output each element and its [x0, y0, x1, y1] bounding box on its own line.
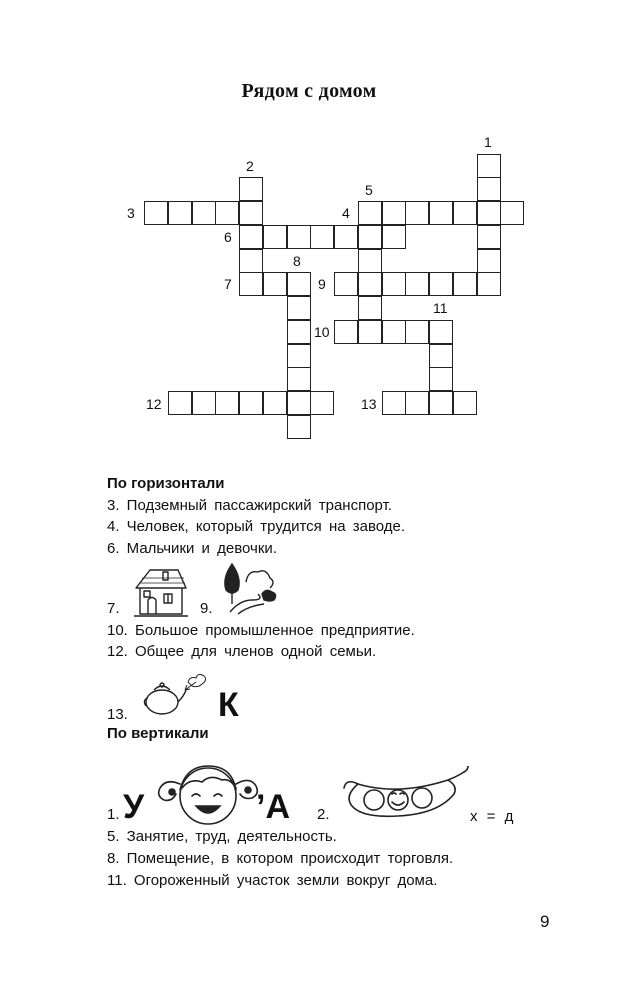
crossword-cell[interactable]	[453, 391, 477, 415]
crossword-cell[interactable]	[453, 201, 477, 225]
vertical-heading: По вертикали	[107, 725, 209, 742]
clue-12: 12. Общее для членов одной семьи.	[107, 643, 377, 660]
crossword-cell[interactable]	[287, 272, 311, 296]
horizontal-heading: По горизонтали	[107, 475, 225, 492]
crossword-number-8: 8	[293, 253, 301, 269]
crossword-number-3: 3	[127, 205, 135, 221]
crossword-cell[interactable]	[263, 225, 287, 249]
crossword-number-2: 2	[246, 158, 254, 174]
page-title: Рядом с домом	[241, 80, 377, 102]
crossword-cell[interactable]	[239, 225, 263, 249]
crossword-cell[interactable]	[287, 367, 311, 391]
crossword-cell[interactable]	[144, 201, 168, 225]
crossword-cell[interactable]	[287, 296, 311, 320]
teapot-icon	[140, 666, 216, 720]
crossword-cell[interactable]	[239, 249, 263, 273]
crossword-cell[interactable]	[405, 320, 429, 344]
crossword-cell[interactable]	[405, 272, 429, 296]
crossword-cell[interactable]	[429, 201, 453, 225]
clue-10: 10. Большое промышленное предприятие.	[107, 622, 415, 639]
crossword-cell[interactable]	[429, 391, 453, 415]
clue-7-label: 7.	[107, 600, 120, 617]
crossword-number-5: 5	[365, 182, 373, 198]
crossword-cell[interactable]	[358, 272, 382, 296]
crossword-cell[interactable]	[358, 201, 382, 225]
clue-2-hint: х = д	[470, 808, 514, 825]
crossword-cell[interactable]	[287, 344, 311, 368]
crossword-cell[interactable]	[310, 391, 334, 415]
clue-6: 6. Мальчики и девочки.	[107, 540, 277, 557]
crossword-cell[interactable]	[287, 391, 311, 415]
crossword-cell[interactable]	[477, 272, 501, 296]
crossword-cell[interactable]	[382, 201, 406, 225]
crossword-cell[interactable]	[287, 225, 311, 249]
clue-3: 3. Подземный пассажирский транспорт.	[107, 497, 392, 514]
crossword-number-10: 10	[314, 324, 330, 340]
crossword-cell[interactable]	[382, 272, 406, 296]
crossword-cell[interactable]	[334, 320, 358, 344]
crossword-cell[interactable]	[287, 320, 311, 344]
crossword-cell[interactable]	[192, 391, 216, 415]
page-number: 9	[540, 912, 550, 931]
clue-1-letter-end: ’А	[256, 788, 290, 826]
crossword-cell[interactable]	[358, 296, 382, 320]
crossword-cell[interactable]	[477, 154, 501, 178]
clue-13-label: 13.	[107, 706, 128, 723]
crossword-cell[interactable]	[239, 391, 263, 415]
crossword-number-1: 1	[484, 134, 492, 150]
crossword-cell[interactable]	[239, 272, 263, 296]
crossword-cell[interactable]	[215, 201, 239, 225]
crossword-cell[interactable]	[429, 272, 453, 296]
crossword-number-12: 12	[146, 396, 162, 412]
clue-1-letter-start: У	[123, 788, 145, 826]
crossword-cell[interactable]	[453, 272, 477, 296]
crossword-cell[interactable]	[215, 391, 239, 415]
crossword-cell[interactable]	[358, 249, 382, 273]
clue-13-letter: К	[218, 686, 239, 724]
crossword-cell[interactable]	[239, 177, 263, 201]
crossword-number-6: 6	[224, 229, 232, 245]
crossword-cell[interactable]	[405, 201, 429, 225]
crossword-cell[interactable]	[239, 201, 263, 225]
crossword-cell[interactable]	[263, 391, 287, 415]
crossword-cell[interactable]	[382, 320, 406, 344]
crossword-cell[interactable]	[429, 320, 453, 344]
crossword-number-11: 11	[433, 300, 448, 316]
clue-11: 11. Огороженный участок земли вокруг дома.	[107, 872, 438, 889]
crossword-cell[interactable]	[477, 225, 501, 249]
crossword-cell[interactable]	[358, 320, 382, 344]
house-icon	[130, 566, 192, 618]
crossword-cell[interactable]	[192, 201, 216, 225]
clue-8: 8. Помещение, в котором происходит торговля.	[107, 850, 454, 867]
girl-face-icon	[152, 748, 264, 832]
crossword-cell[interactable]	[477, 177, 501, 201]
crossword-cell[interactable]	[382, 225, 406, 249]
crossword-number-7: 7	[224, 276, 232, 292]
clue-2-label: 2.	[317, 806, 330, 823]
crossword-grid	[0, 0, 618, 460]
crossword-number-13: 13	[361, 396, 377, 412]
clue-5: 5. Занятие, труд, деятельность.	[107, 828, 337, 845]
crossword-cell[interactable]	[263, 272, 287, 296]
crossword-cell[interactable]	[382, 391, 406, 415]
crossword-cell[interactable]	[500, 201, 524, 225]
crossword-cell[interactable]	[477, 201, 501, 225]
crossword-number-4: 4	[342, 205, 350, 221]
crossword-cell[interactable]	[477, 249, 501, 273]
pea-pod-icon	[338, 766, 472, 822]
park-icon	[218, 560, 280, 616]
crossword-cell[interactable]	[168, 201, 192, 225]
crossword-cell[interactable]	[310, 225, 334, 249]
crossword-number-9: 9	[318, 276, 326, 292]
crossword-cell[interactable]	[429, 344, 453, 368]
crossword-cell[interactable]	[405, 391, 429, 415]
crossword-cell[interactable]	[358, 225, 382, 249]
clue-1-label: 1.	[107, 806, 120, 823]
crossword-cell[interactable]	[334, 225, 358, 249]
clue-9-label: 9.	[200, 600, 213, 617]
crossword-cell[interactable]	[334, 272, 358, 296]
crossword-cell[interactable]	[429, 367, 453, 391]
clue-4: 4. Человек, который трудится на заводе.	[107, 518, 406, 535]
crossword-cell[interactable]	[168, 391, 192, 415]
crossword-cell[interactable]	[287, 415, 311, 439]
